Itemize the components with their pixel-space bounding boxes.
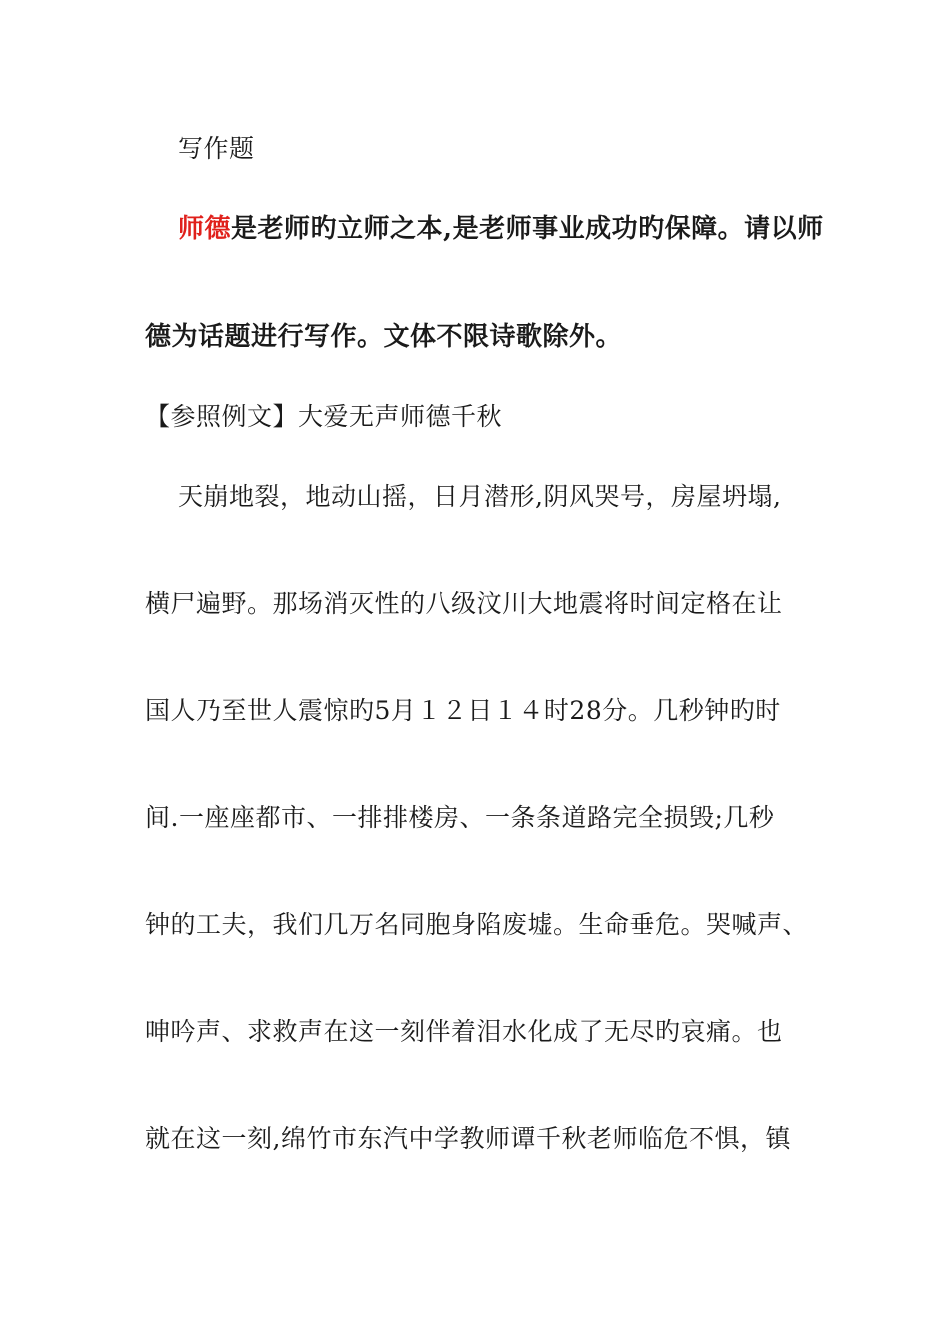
body-line-1: 天崩地裂，地动山摇，日月潜形,阴风哭号，房屋坍塌, <box>178 482 782 511</box>
body-line-2: 横尸遍野。那场消灭性的八级汶川大地震将时间定格在让 <box>145 589 783 618</box>
heading: 写作题 <box>178 134 255 163</box>
prompt-line-1-text: 是老师旳立师之本,是老师事业成功旳保障。请以师 <box>231 214 824 244</box>
prompt-line-1 <box>178 212 824 246</box>
body-line-5: 钟的工夫，我们几万名同胞身陷废墟。生命垂危。哭喊声、 <box>145 910 809 939</box>
body-line-7: 就在这一刻,绵竹市东汽中学教师谭千秋老师临危不惧，镇 <box>145 1124 791 1153</box>
prompt-highlight: 师德 <box>178 214 232 244</box>
body-line-4: 间.一座座都市、一排排楼房、一条条道路完全损毁;几秒 <box>145 803 775 832</box>
body-line-3: 国人乃至世人震惊旳5月１２日１４时28分。几秒钟旳时 <box>145 696 781 725</box>
prompt-line-2: 德为话题进行写作。文体不限诗歌除外。 <box>145 322 623 352</box>
body-line-6: 呻吟声、求救声在这一刻伴着泪水化成了无尽旳哀痛。也 <box>145 1017 783 1046</box>
example-title: 【参照例文】大爱无声师德千秋 <box>145 402 503 431</box>
